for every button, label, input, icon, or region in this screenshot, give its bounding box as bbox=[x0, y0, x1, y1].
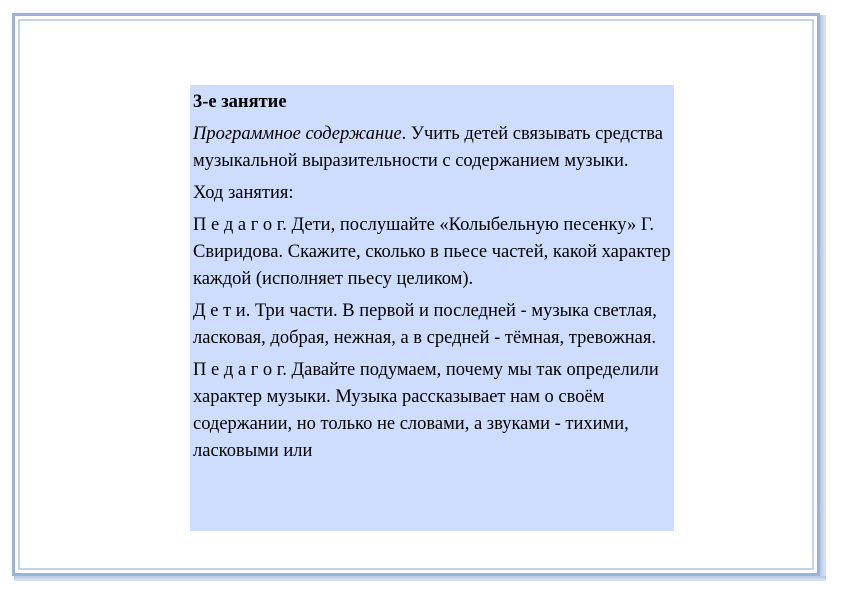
program-content-label: Программное содержание bbox=[193, 124, 402, 144]
program-content-paragraph bbox=[193, 121, 674, 175]
frame-shadow-right bbox=[820, 15, 826, 578]
program-content-text: . Учить детей связывать средства музыкальной выразительности с содержанием музыки. bbox=[193, 124, 663, 171]
children-paragraph: Д е т и. Три части. В первой и последней - музыка светлая, ласковая, добрая, нежная, а в средней - тёмная, тревожная. bbox=[193, 301, 657, 348]
frame-shadow-bottom bbox=[14, 576, 826, 581]
teacher-paragraph-1: П е д а г о г. Дети, послушайте «Колыбельную песенку» Г. Свиридова. Скажите, сколько в пьесе частей, какой характер каждой (исполняет пьесу целиком). bbox=[193, 215, 671, 289]
teacher-paragraph-2: П е д а г о г. Давайте подумаем, почему мы так определили характер музыки. Музыка рассказывает нам о своём содержании, но только не словами, а звуками - тихими, ласковыми или bbox=[193, 360, 659, 461]
lesson-heading: 3-е занятие bbox=[193, 92, 287, 112]
lesson-progress-label: Ход занятия: bbox=[193, 183, 294, 203]
lesson-text-box bbox=[190, 85, 674, 531]
